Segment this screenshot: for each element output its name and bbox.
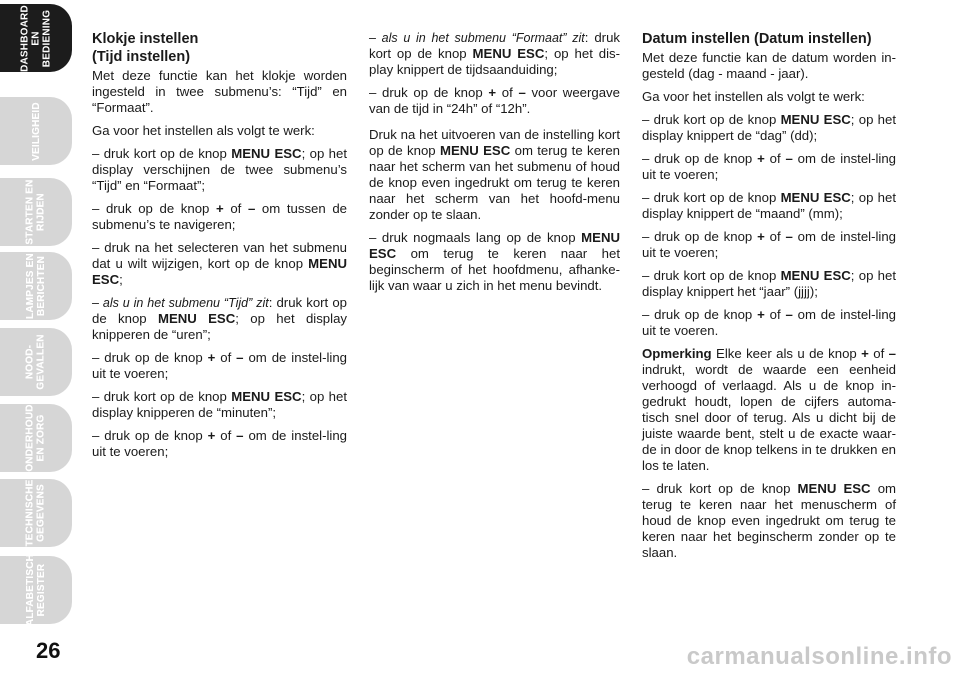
text: – druk op de knop xyxy=(92,350,208,365)
text: – druk op de knop xyxy=(642,151,758,166)
column-2 xyxy=(369,30,620,301)
tab-onderhoud-en-zorg[interactable] xyxy=(0,404,72,472)
paragraph xyxy=(92,201,347,233)
paragraph xyxy=(92,389,347,421)
paragraph xyxy=(92,428,347,460)
text: ; op het display knippert de “maand” (mm); xyxy=(642,190,897,221)
menu-esc-key: MENU ESC xyxy=(231,389,302,404)
plus-key: + xyxy=(207,350,216,365)
text: om tussen de submenu’s te navigeren; xyxy=(92,201,347,232)
text: – druk op de knop xyxy=(369,85,489,100)
text: ; op het display knippert het “jaar” (jjjj); xyxy=(642,268,897,299)
section-heading xyxy=(92,30,347,66)
paragraph xyxy=(642,307,896,339)
tab-label: ALFABETISCH REGISTER xyxy=(25,553,48,627)
minus-key: – xyxy=(785,229,793,244)
text: of xyxy=(215,350,237,365)
plus-key: + xyxy=(488,85,497,100)
text: of xyxy=(496,85,519,100)
heading-line-1: Klokje instellen xyxy=(92,31,199,47)
text: – druk kort op de knop xyxy=(642,112,781,127)
paragraph xyxy=(642,151,896,183)
tab-label: ONDERHOUD EN ZORG xyxy=(24,404,47,472)
tab-label: NOOD- GEVALLEN xyxy=(25,334,47,390)
plus-key: + xyxy=(861,346,869,361)
menu-esc-key: MENU ESC xyxy=(439,143,511,158)
text: voor weergave van de tijd in “24h” of “12h”. xyxy=(369,85,620,116)
tab-noodgevallen[interactable] xyxy=(0,328,72,396)
text: of xyxy=(764,151,786,166)
menu-esc-key: MENU ESC xyxy=(231,146,302,161)
minus-key: – xyxy=(785,151,793,166)
paragraph xyxy=(369,230,620,294)
paragraph xyxy=(642,112,896,144)
tab-dashboard-en-bediening[interactable] xyxy=(0,4,72,72)
text: – druk op de knop xyxy=(642,229,758,244)
text: ; op het display knippert de “dag” (dd); xyxy=(642,112,897,143)
text: om de instel-ling uit te voeren; xyxy=(642,151,897,182)
text: Druk na het uitvoeren van de instelling kort op de knop xyxy=(369,127,620,158)
column-1 xyxy=(92,30,347,467)
paragraph xyxy=(642,229,896,261)
text: : druk kort op de knop xyxy=(369,30,621,61)
chapter-tabs xyxy=(0,0,78,677)
text: of xyxy=(215,428,237,443)
text: – druk op de knop xyxy=(92,201,217,216)
plus-key: + xyxy=(757,307,765,322)
text: om terug te keren naar het beginscherm of het hoofdmenu, afhanke-lijk van waar u zich in het menu bevindt. xyxy=(369,246,620,293)
text: – druk kort op de knop xyxy=(642,268,781,283)
minus-key: – xyxy=(888,346,896,361)
minus-key: – xyxy=(247,201,256,216)
tab-lampjes-en-berichten[interactable] xyxy=(0,252,72,320)
paragraph xyxy=(642,190,896,222)
tab-label: STARTEN EN RIJDEN xyxy=(25,179,47,245)
note-label: Opmerking xyxy=(642,346,712,361)
menu-esc-key: MENU ESC xyxy=(92,256,347,287)
paragraph xyxy=(92,350,347,382)
tab-starten-en-rijden[interactable] xyxy=(0,178,72,246)
menu-esc-key: MENU ESC xyxy=(369,230,620,261)
menu-esc-key: MENU ESC xyxy=(157,311,236,326)
menu-esc-key: MENU ESC xyxy=(780,268,851,283)
tab-label: TECHNISCHE GEGEVENS xyxy=(24,479,47,547)
text: ; op het dis-play knippert de tijdsaanduiding; xyxy=(369,46,621,77)
submenu-note: – als u in het submenu “Tijd” zit xyxy=(92,296,269,310)
menu-esc-key: MENU ESC xyxy=(780,112,851,127)
column-3 xyxy=(642,30,896,568)
menu-esc-key: MENU ESC xyxy=(780,190,851,205)
text: om de instel-ling uit te voeren. xyxy=(642,307,897,338)
text: om terug te keren naar het menuscherm of houd de knop even ingedrukt om terug te keren naar het beginscherm zonder op te slaan. xyxy=(642,481,897,560)
tab-veiligheid[interactable] xyxy=(0,97,72,165)
text: ; op het display knipperen de “minuten”; xyxy=(92,389,348,420)
plus-key: + xyxy=(216,201,224,216)
paragraph: Met deze functie kan het klokje worden ingesteld in twee submenu’s: “Tijd” en “Formaat”. xyxy=(92,68,347,115)
submenu-note: – als u in het submenu “Formaat” zit xyxy=(369,31,585,45)
minus-key: – xyxy=(236,428,244,443)
paragraph xyxy=(92,295,347,343)
text: of xyxy=(868,346,889,361)
text: – druk kort op de knop xyxy=(92,146,232,161)
text: – druk op de knop xyxy=(642,307,758,322)
text: ; op het display knipperen de “uren”; xyxy=(92,311,347,342)
paragraph xyxy=(369,30,620,78)
paragraph xyxy=(642,481,896,561)
tab-label: VEILIGHEID xyxy=(30,101,42,161)
text: – druk kort op de knop xyxy=(92,389,232,404)
paragraph xyxy=(369,127,620,223)
paragraph xyxy=(369,85,620,117)
text: – druk nogmaals lang op de knop xyxy=(369,230,582,245)
text: indrukt, wordt de waarde een eenheid verhoogd of verlaagd. Als u de knop in-gedrukt houdt, lopen de cijfers automa-tisch snel door of terug. Als u dicht bij de juiste waarde bent, stelt u de exacte waar-de in door de knop telkens in te drukken en los te laten. xyxy=(642,362,896,473)
watermark: carmanualsonline.info xyxy=(686,643,952,670)
text: : druk kort op de knop xyxy=(92,295,348,326)
text: ; op het display verschijnen de twee submenu’s “Tijd” en “Formaat”; xyxy=(92,146,348,193)
minus-key: – xyxy=(518,85,526,100)
paragraph xyxy=(92,146,347,194)
paragraph xyxy=(642,268,896,300)
text: of xyxy=(223,201,248,216)
tab-label: DASHBOARD EN BEDIENING xyxy=(19,4,53,72)
text: – druk op de knop xyxy=(92,428,208,443)
page-number: 26 xyxy=(36,638,61,663)
text: Elke keer als u de knop xyxy=(711,346,862,361)
plus-key: + xyxy=(757,229,765,244)
tab-label: LAMPJES EN BERICHTEN xyxy=(25,253,47,319)
tab-technische-gegevens[interactable] xyxy=(0,479,72,547)
minus-key: – xyxy=(785,307,793,322)
paragraph: Ga voor het instellen als volgt te werk: xyxy=(642,89,865,104)
text: of xyxy=(764,229,786,244)
text: – druk kort op de knop xyxy=(642,190,781,205)
text: om de instel-ling uit te voeren; xyxy=(92,428,348,459)
text: – druk kort op de knop xyxy=(642,481,798,496)
paragraph: Met deze functie kan de datum worden in-gesteld (dag - maand - jaar). xyxy=(642,50,896,81)
menu-esc-key: MENU ESC xyxy=(797,481,871,496)
text: om de instel-ling uit te voeren; xyxy=(92,350,348,381)
text: om de instel-ling uit te voeren; xyxy=(642,229,897,260)
paragraph xyxy=(642,346,896,474)
minus-key: – xyxy=(236,350,244,365)
text: om terug te keren naar het scherm van het submenu of houd de knop even ingedrukt om terug te keren naar het scherm van het hoofd-menu zonder op te slaan. xyxy=(369,143,620,222)
heading-line-2: (Tijd instellen) xyxy=(92,49,191,65)
tab-alfabetisch-register[interactable] xyxy=(0,553,72,627)
text: – druk na het selecteren van het submenu dat u wilt wijzigen, kort op de knop xyxy=(92,240,347,271)
text: ; xyxy=(119,272,123,287)
paragraph: Ga voor het instellen als volgt te werk: xyxy=(92,123,315,138)
text: of xyxy=(764,307,786,322)
plus-key: + xyxy=(757,151,765,166)
paragraph xyxy=(92,240,347,288)
plus-key: + xyxy=(207,428,216,443)
section-heading: Datum instellen (Datum instellen) xyxy=(642,31,872,47)
menu-esc-key: MENU ESC xyxy=(472,46,545,61)
